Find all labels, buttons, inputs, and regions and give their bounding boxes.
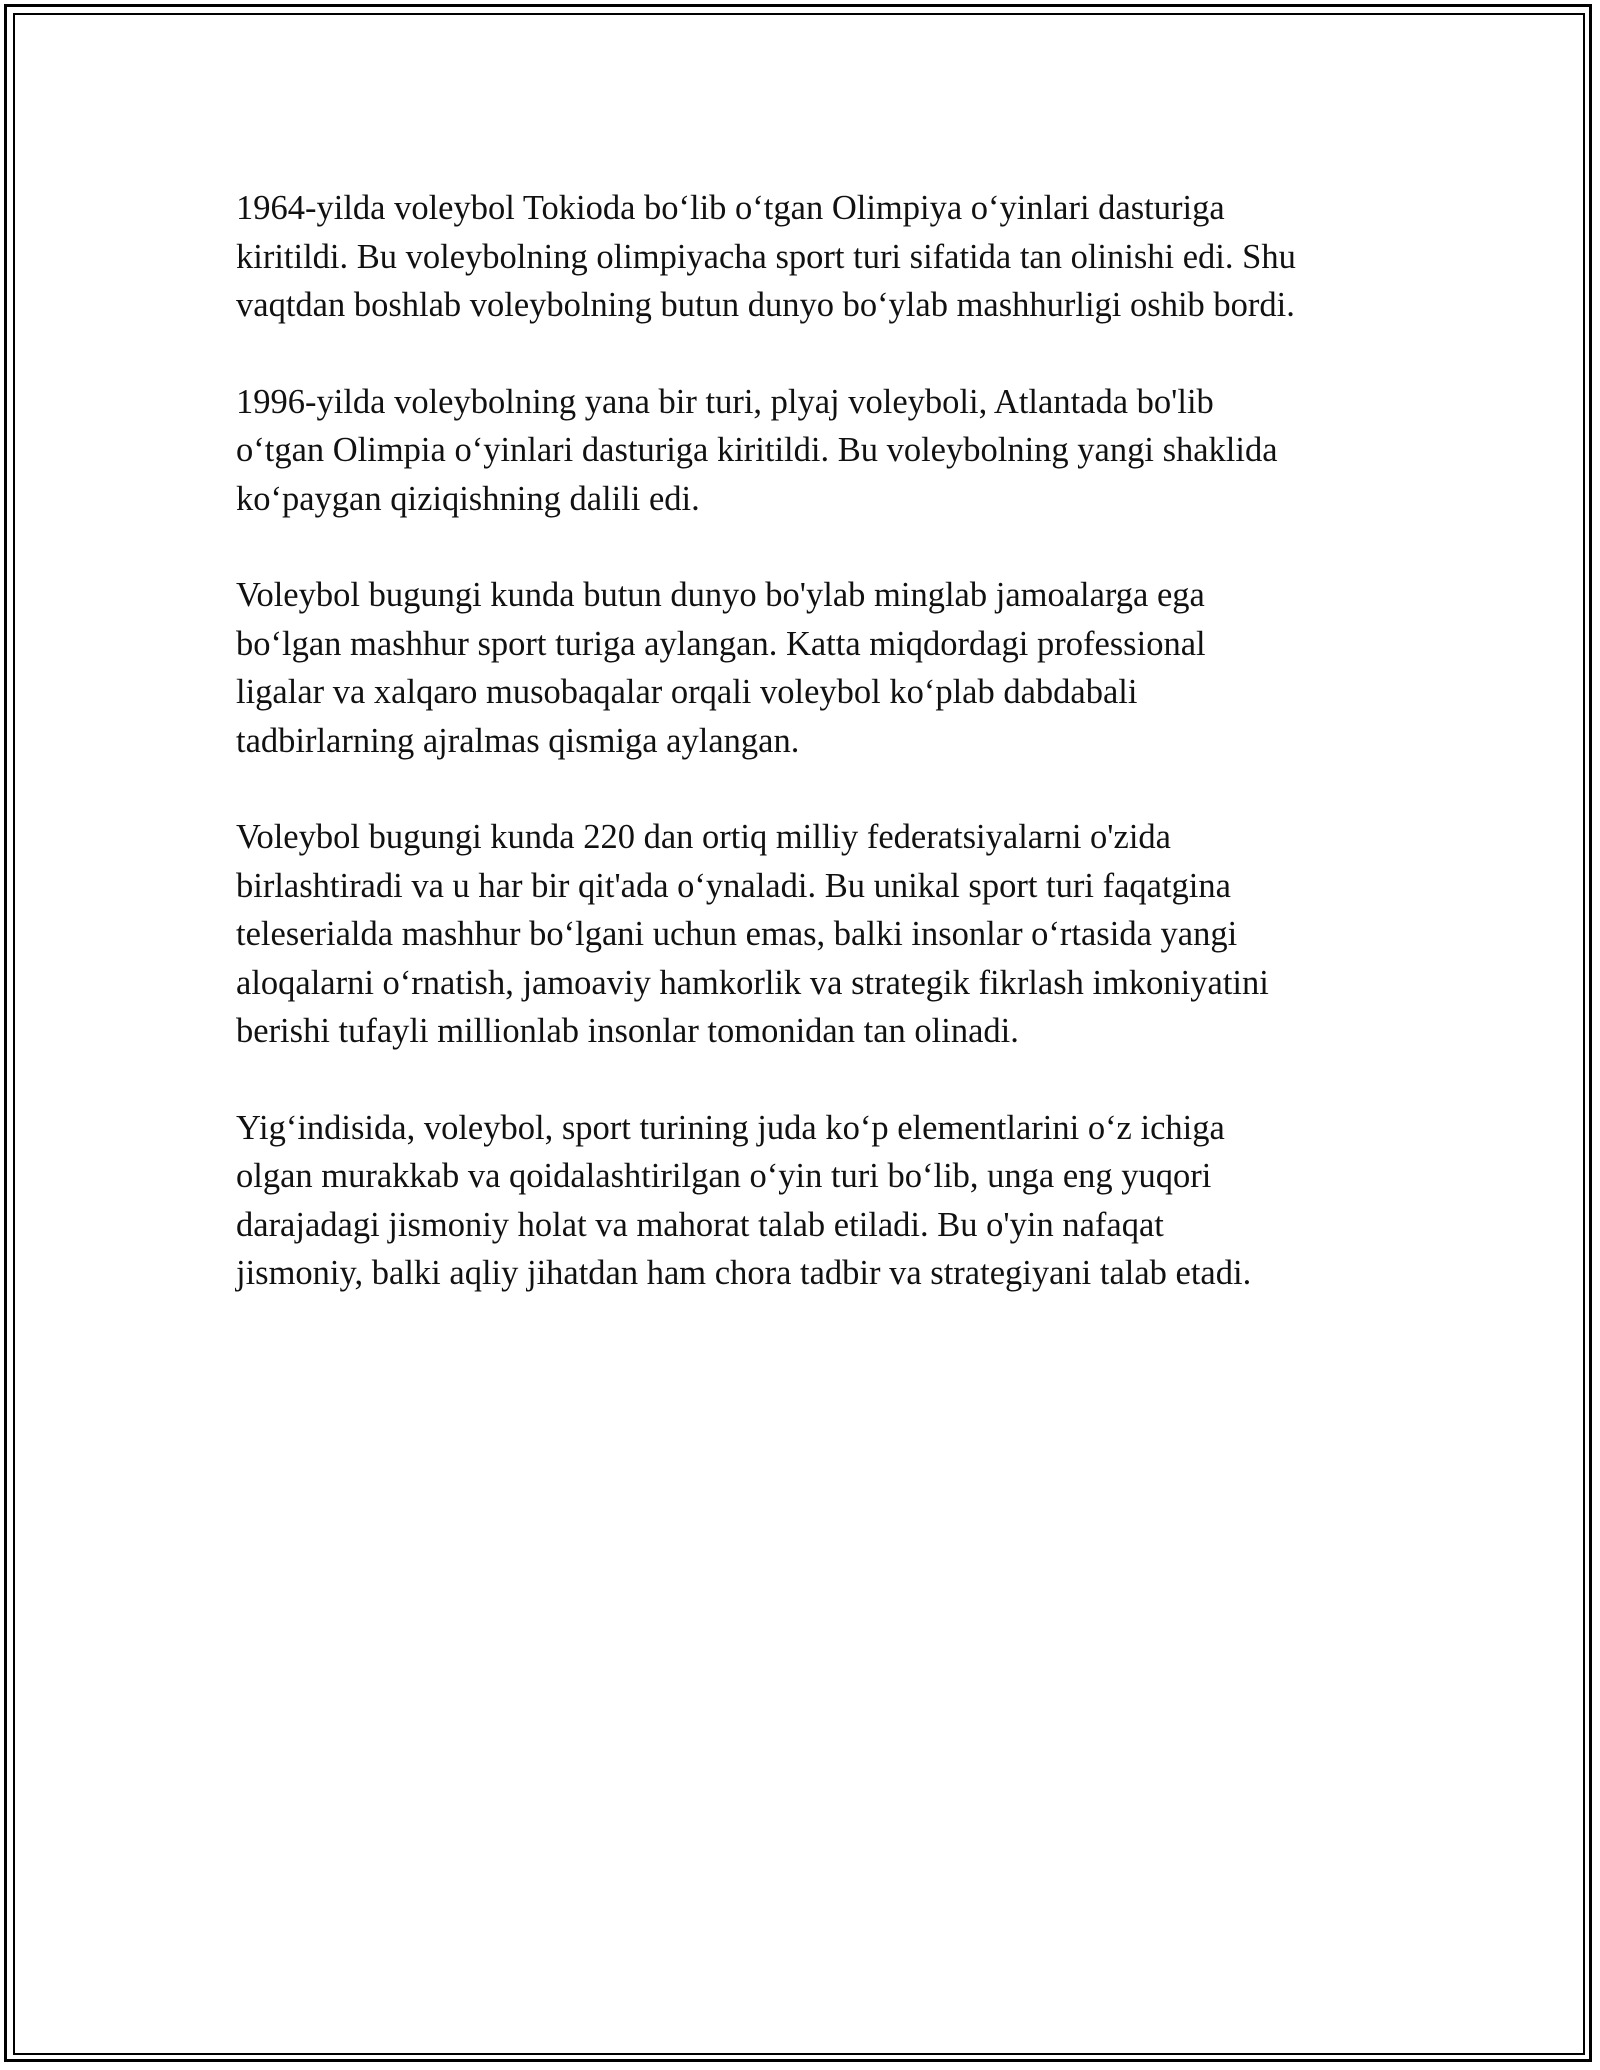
document-body	[236, 184, 1386, 1346]
text-line: teleserialda mashhur bo‘lgani uchun emas, balki insonlar o‘rtasida yangi	[236, 915, 1238, 953]
text-line: ligalar va xalqaro musobaqalar orqali voleybol ko‘plab dabdabali	[236, 673, 1138, 711]
text-line: tadbirlarning ajralmas qismiga aylangan.	[236, 721, 800, 760]
text-line: darajadagi jismoniy holat va mahorat talab etiladi. Bu o'yin nafaqat	[236, 1205, 1164, 1244]
text-line: olgan murakkab va qoidalashtirilgan o‘yin turi bo‘lib, unga eng yuqori	[236, 1157, 1212, 1195]
text-line: Yig‘indisida, voleybol, sport turining juda ko‘p elementlarini o‘z ichiga	[236, 1108, 1225, 1147]
paragraph-beach-volleyball-1996	[236, 378, 1386, 524]
text-line: birlashtiradi va u har bir qit'ada o‘ynaladi. Bu unikal sport turi faqatgina	[236, 866, 1231, 905]
text-line: o‘tgan Olimpia o‘yinlari dasturiga kiritildi. Bu voleybolning yangi shaklida	[236, 431, 1278, 469]
text-line: bo‘lgan mashhur sport turiga aylangan. Katta miqdordagi professional	[236, 624, 1206, 663]
paragraph-summary	[236, 1104, 1386, 1298]
text-line: Voleybol bugungi kunda 220 dan ortiq milliy federatsiyalarni o'zida	[236, 818, 1171, 856]
paragraph-popularity	[236, 571, 1386, 765]
text-line: 1996-yilda voleybolning yana bir turi, plyaj voleyboli, Atlantada bo'lib	[236, 382, 1214, 421]
text-line: berishi tufayli millionlab insonlar tomonidan tan olinadi.	[236, 1012, 1019, 1050]
text-line: kiritildi. Bu voleybolning olimpiyacha sport turi sifatida tan olinishi edi. Shu	[236, 237, 1296, 276]
text-line: aloqalarni o‘rnatish, jamoaviy hamkorlik va strategik fikrlash imkoniyatini	[236, 963, 1269, 1002]
text-line: 1964-yilda voleybol Tokioda bo‘lib o‘tgan Olimpiya o‘yinlari dasturiga	[236, 189, 1225, 227]
paragraph-federations	[236, 813, 1386, 1056]
text-line: vaqtdan boshlab voleybolning butun dunyo bo‘ylab mashhurligi oshib bordi.	[236, 286, 1295, 324]
text-line: jismoniy, balki aqliy jihatdan ham chora tadbir va strategiyani talab etadi.	[236, 1254, 1252, 1292]
text-line: Voleybol bugungi kunda butun dunyo bo'ylab minglab jamoalarga ega	[236, 576, 1205, 614]
paragraph-olympics-1964	[236, 184, 1386, 330]
text-line: ko‘paygan qiziqishning dalili edi.	[236, 479, 700, 518]
